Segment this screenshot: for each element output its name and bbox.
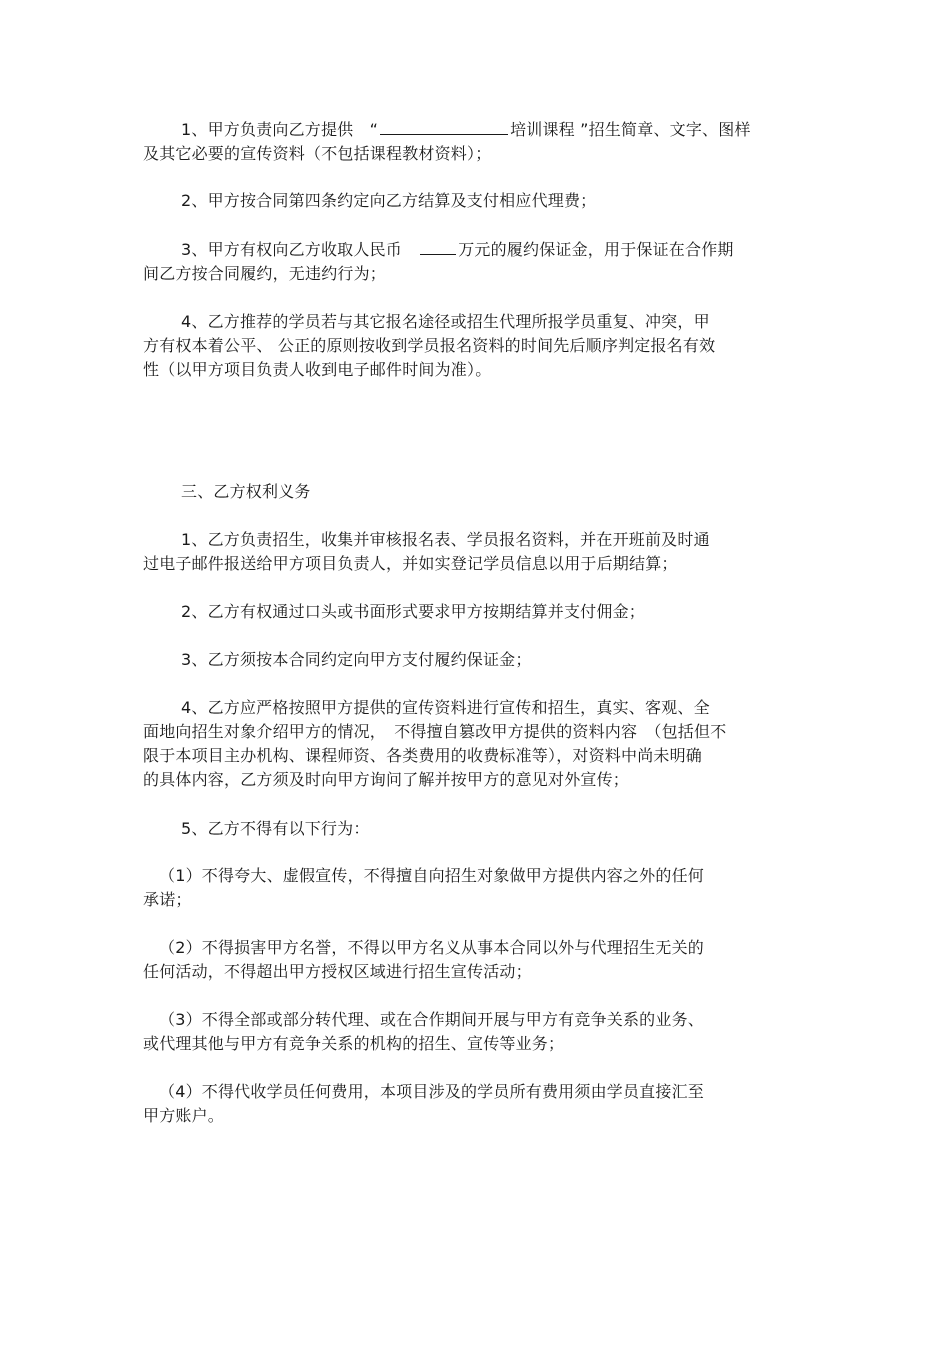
section-heading: 三、乙方权利义务: [181, 482, 311, 501]
fill-in-blank-course-name: [380, 118, 508, 135]
clause-3-5-4: [143, 1080, 808, 1128]
fill-in-blank-deposit-amount: [420, 238, 456, 255]
clause-3-3: [143, 648, 808, 672]
clause-line: 4、乙方应严格按照甲方提供的宣传资料进行宣传和招生，真实、客观、全: [181, 698, 710, 717]
clause-3-2: [143, 600, 808, 624]
clause-line: 1、甲方负责向乙方提供 “ 培训课程 ”招生简章、文字、图样: [181, 120, 751, 139]
clause-line: 或代理其他与甲方有竞争关系的机构的招生、宣传等业务；: [143, 1034, 565, 1053]
clause-line: 2、乙方有权通过口头或书面形式要求甲方按期结算并支付佣金；: [181, 602, 645, 621]
clause-2-4: [143, 310, 808, 382]
clause-line: 5、乙方不得有以下行为：: [181, 819, 370, 838]
clause-line: 1、乙方负责招生，收集并审核报名表、学员报名资料，并在开班前及时通: [181, 530, 710, 549]
clause-line: 4、乙方推荐的学员若与其它报名途径或招生代理所报学员重复、冲突，甲: [181, 312, 710, 331]
clause-line: 面地向招生对象介绍甲方的情况， 不得擅自篡改甲方提供的资料内容 （包括但不: [143, 722, 727, 741]
clause-line: 过电子邮件报送给甲方项目负责人，并如实登记学员信息以用于后期结算；: [143, 554, 678, 573]
clause-line: 性（以甲方项目负责人收到电子邮件时间为准）。: [143, 360, 492, 379]
clause-line: 间乙方按合同履约，无违约行为；: [143, 264, 387, 283]
clause-2-1: [143, 118, 808, 166]
clause-line: 任何活动，不得超出甲方授权区域进行招生宣传活动；: [143, 962, 532, 981]
clause-3-5-2: [143, 936, 808, 984]
clause-line: （3）不得全部或部分转代理、或在合作期间开展与甲方有竞争关系的业务、: [159, 1010, 704, 1029]
clause-3-1: [143, 528, 808, 576]
clause-line: 3、乙方须按本合同约定向甲方支付履约保证金；: [181, 650, 532, 669]
clause-2-3: [143, 238, 808, 286]
clause-line: 甲方账户。: [143, 1106, 225, 1125]
clause-3-5-3: [143, 1008, 808, 1056]
clause-line: 3、甲方有权向乙方收取人民币 万元的履约保证金，用于保证在合作期: [181, 240, 734, 259]
clause-line: 方有权本着公平、 公正的原则按收到学员报名资料的时间先后顺序判定报名有效: [143, 336, 716, 355]
clause-line: （4）不得代收学员任何费用，本项目涉及的学员所有费用须由学员直接汇至: [159, 1082, 704, 1101]
clause-3-4: [143, 696, 808, 792]
clause-line: （1）不得夸大、虚假宣传，不得擅自向招生对象做甲方提供内容之外的任何: [159, 866, 704, 885]
clause-line: （2）不得损害甲方名誉，不得以甲方名义从事本合同以外与代理招生无关的: [159, 938, 704, 957]
clause-2-2: [143, 189, 808, 213]
clause-line: 限于本项目主办机构、课程师资、各类费用的收费标准等），对资料中尚未明确: [143, 746, 703, 765]
clause-line: 及其它必要的宣传资料（不包括课程教材资料）；: [143, 144, 492, 163]
clause-line: 2、甲方按合同第四条约定向乙方结算及支付相应代理费；: [181, 191, 597, 210]
clause-3-5: [143, 817, 808, 841]
clause-line: 的具体内容，乙方须及时向甲方询问了解并按甲方的意见对外宣传；: [143, 770, 630, 789]
clause-3-5-1: [143, 864, 808, 912]
clause-line: 承诺；: [143, 890, 192, 909]
